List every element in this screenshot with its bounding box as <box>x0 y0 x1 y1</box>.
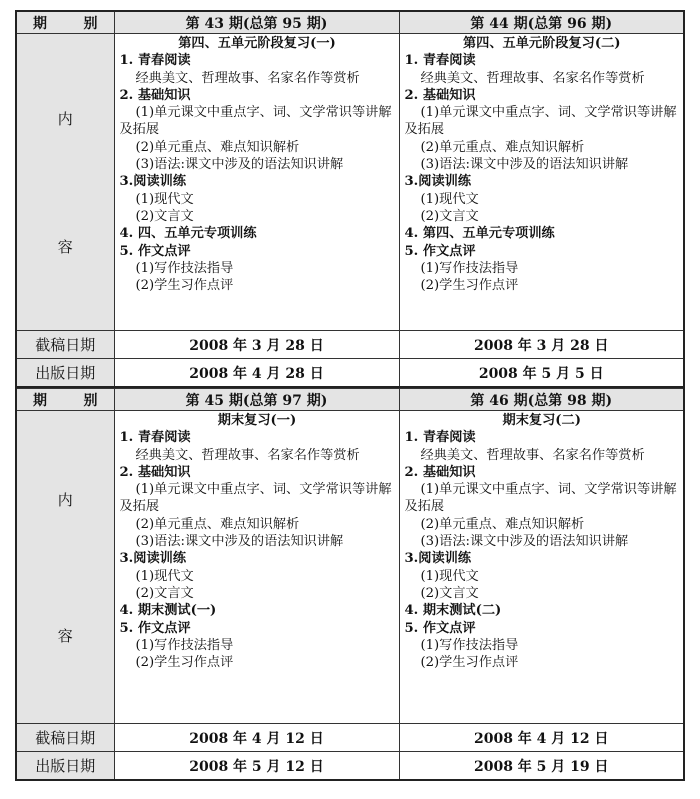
section-heading: 5. 作文点评 <box>404 620 476 636</box>
issue-header: 第 46 期(总第 98 期) <box>399 389 684 411</box>
section-item: (1)写作技法指导 <box>135 637 234 653</box>
issue-title: 第四、五单元阶段复习(一) <box>178 36 336 51</box>
deadline-label: 截稿日期 <box>16 724 114 752</box>
period-label <box>16 11 114 34</box>
publish-row <box>16 359 684 388</box>
section-item: (3)语法:课文中涉及的语法知识讲解 <box>420 157 629 173</box>
section-heading: 5. 作文点评 <box>404 243 476 259</box>
section-item: (2)文言文 <box>135 208 194 224</box>
section-heading: 2. 基础知识 <box>404 87 476 103</box>
issue-header: 第 45 期(总第 97 期) <box>114 389 399 411</box>
issue-title: 第四、五单元阶段复习(二) <box>462 36 621 51</box>
section-item: (1)单元课文中重点字、词、文学常识等讲解及拓展 <box>119 105 392 138</box>
section-item: 经典美文、哲理故事、名家名作等赏析 <box>420 447 645 463</box>
section-item: (1)现代文 <box>135 568 194 584</box>
issue-block <box>15 388 685 781</box>
section-heading: 2. 基础知识 <box>404 464 476 480</box>
section-heading: 3.阅读训练 <box>404 551 472 567</box>
section-item: 经典美文、哲理故事、名家名作等赏析 <box>420 70 645 86</box>
section-heading: 5. 作文点评 <box>119 243 191 259</box>
period-row <box>16 389 684 411</box>
section-item: (2)单元重点、难点知识解析 <box>135 516 300 532</box>
issue-header: 第 44 期(总第 96 期) <box>399 11 684 34</box>
section-item: (2)学生习作点评 <box>135 655 234 671</box>
section-item: (2)文言文 <box>420 585 479 601</box>
section-item: (1)写作技法指导 <box>420 637 519 653</box>
content-label <box>16 34 114 331</box>
publish-date: 2008 年 4 月 28 日 <box>114 359 399 388</box>
publish-label: 出版日期 <box>16 359 114 388</box>
issue-title: 期末复习(二) <box>502 413 581 428</box>
section-heading: 4. 四、五单元专项训练 <box>119 226 257 242</box>
deadline-row <box>16 331 684 359</box>
section-item: (1)写作技法指导 <box>420 260 519 276</box>
section-heading: 3.阅读训练 <box>119 174 187 190</box>
content-row <box>16 34 684 331</box>
period-label-char: 期 <box>33 392 47 409</box>
section-item: (2)文言文 <box>135 585 194 601</box>
section-heading: 5. 作文点评 <box>119 620 191 636</box>
section-heading: 3.阅读训练 <box>404 174 472 190</box>
issue-title: 期末复习(一) <box>217 413 297 428</box>
section-item: (1)现代文 <box>135 191 194 207</box>
section-heading: 1. 青春阅读 <box>119 53 191 69</box>
period-label-char: 期 <box>33 15 47 32</box>
section-heading: 1. 青春阅读 <box>404 53 476 69</box>
period-label-char: 别 <box>83 392 98 409</box>
deadline-date: 2008 年 3 月 28 日 <box>114 331 399 359</box>
section-item: (1)单元课文中重点字、词、文学常识等讲解及拓展 <box>119 482 392 515</box>
section-item: (1)现代文 <box>420 191 479 207</box>
section-item: (1)单元课文中重点字、词、文学常识等讲解及拓展 <box>404 105 677 138</box>
issue-content <box>114 411 399 724</box>
content-label-char: 容 <box>57 237 73 256</box>
issue-content <box>399 411 684 724</box>
issue-block <box>15 10 685 388</box>
content-label-char: 内 <box>57 490 73 509</box>
section-item: (3)语法:课文中涉及的语法知识讲解 <box>420 534 629 550</box>
deadline-date: 2008 年 4 月 12 日 <box>114 724 399 752</box>
section-item: (1)现代文 <box>420 568 479 584</box>
deadline-row <box>16 724 684 752</box>
publish-label: 出版日期 <box>16 752 114 781</box>
section-item: (2)学生习作点评 <box>420 655 519 671</box>
section-heading: 3.阅读训练 <box>119 551 187 567</box>
section-item: (3)语法:课文中涉及的语法知识讲解 <box>135 157 344 173</box>
content-label-char: 内 <box>57 109 73 128</box>
section-item: 经典美文、哲理故事、名家名作等赏析 <box>135 447 360 463</box>
section-heading: 2. 基础知识 <box>119 464 191 480</box>
section-heading: 4. 期末测试(一) <box>119 603 217 619</box>
issue-header: 第 43 期(总第 95 期) <box>114 11 399 34</box>
issue-content <box>399 34 684 331</box>
publish-date: 2008 年 5 月 5 日 <box>399 359 684 388</box>
publish-row <box>16 752 684 781</box>
schedule-table <box>15 10 683 778</box>
section-item: 经典美文、哲理故事、名家名作等赏析 <box>135 70 360 86</box>
section-item: (1)写作技法指导 <box>135 260 234 276</box>
section-heading: 1. 青春阅读 <box>119 430 191 446</box>
period-label-char: 别 <box>83 15 98 32</box>
section-heading: 4. 期末测试(二) <box>404 603 502 619</box>
section-item: (2)学生习作点评 <box>420 278 519 294</box>
section-item: (1)单元课文中重点字、词、文学常识等讲解及拓展 <box>404 482 677 515</box>
period-label <box>16 389 114 411</box>
deadline-date: 2008 年 3 月 28 日 <box>399 331 684 359</box>
issue-content <box>114 34 399 331</box>
section-item: (2)单元重点、难点知识解析 <box>420 516 585 532</box>
section-item: (2)学生习作点评 <box>135 278 234 294</box>
section-item: (2)单元重点、难点知识解析 <box>135 139 300 155</box>
deadline-label: 截稿日期 <box>16 331 114 359</box>
section-heading: 4. 第四、五单元专项训练 <box>404 226 555 242</box>
section-item: (2)文言文 <box>420 208 479 224</box>
period-row <box>16 11 684 34</box>
section-item: (2)单元重点、难点知识解析 <box>420 139 585 155</box>
content-row <box>16 411 684 724</box>
deadline-date: 2008 年 4 月 12 日 <box>399 724 684 752</box>
publish-date: 2008 年 5 月 12 日 <box>114 752 399 781</box>
publish-date: 2008 年 5 月 19 日 <box>399 752 684 781</box>
section-item: (3)语法:课文中涉及的语法知识讲解 <box>135 534 344 550</box>
section-heading: 2. 基础知识 <box>119 87 191 103</box>
content-label-char: 容 <box>57 626 73 645</box>
section-heading: 1. 青春阅读 <box>404 430 476 446</box>
content-label <box>16 411 114 724</box>
